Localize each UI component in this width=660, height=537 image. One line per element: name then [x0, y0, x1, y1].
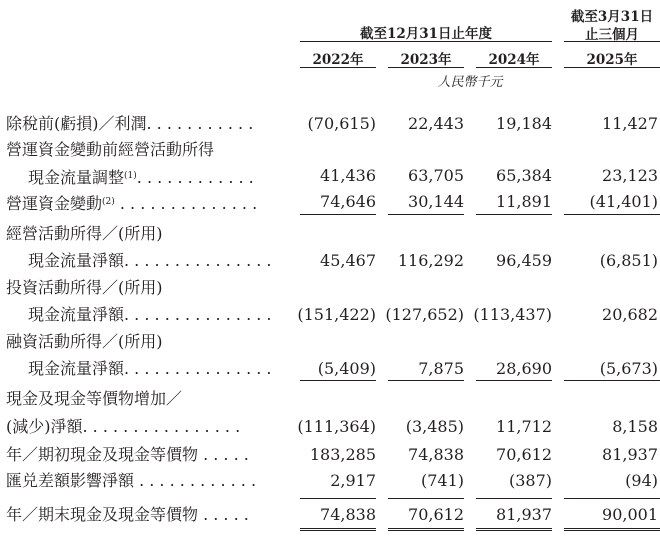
subtotal-rule-2022 [300, 214, 376, 215]
leader-dots: . . . . . . . . . . . . [136, 168, 254, 187]
footnote-marker: (1) [124, 171, 137, 181]
value-cell: 74,838 [408, 445, 464, 464]
group-title-underline [300, 41, 552, 42]
value-cell: 74,646 [320, 192, 376, 211]
row-label: 匯兑差額影響淨額 . . . . . . . . . . . . [6, 471, 257, 490]
row-label: 融資活動所得／(所用) [6, 332, 163, 351]
value-cell: (94) [625, 471, 658, 490]
subtotal-rule-2024 [476, 214, 552, 215]
value-cell: 28,690 [496, 359, 552, 378]
currency-unit: 人民幣千元 [437, 75, 503, 90]
value-cell: 11,712 [496, 417, 552, 436]
pre-total-rule-2022 [300, 498, 376, 499]
value-cell: 65,384 [496, 166, 552, 185]
total-double-rule-2022 [300, 528, 376, 531]
row-label: (減少)淨額. . . . . . . . . . . . . . . . [6, 417, 241, 436]
year-header-2022: 2022年 [312, 52, 364, 68]
pre-total-rule-2025 [564, 498, 660, 499]
financing-rule-2023 [388, 380, 464, 381]
row-label: 年／期末現金及現金等價物 . . . . . [6, 505, 249, 524]
value-cell: (5,409) [317, 359, 376, 378]
value-cell: 70,612 [496, 445, 552, 464]
value-cell: 70,612 [408, 505, 464, 524]
total-double-rule-2025 [564, 528, 660, 531]
row-label [6, 192, 257, 214]
value-cell: 8,158 [612, 417, 658, 436]
value-cell: 22,443 [408, 114, 464, 133]
row-label: 除稅前(虧損)／利潤. . . . . . . . . . . [6, 114, 254, 133]
value-cell: 11,891 [496, 192, 552, 211]
value-cell: 19,184 [496, 114, 552, 133]
value-cell: (70,615) [307, 114, 376, 133]
value-cell: 23,123 [602, 166, 658, 185]
leader-dots: . . . . . . . . . . . . . . [114, 194, 258, 213]
row-label: 現金流量淨額. . . . . . . . . . . . . . . [28, 251, 272, 270]
value-cell: 81,937 [602, 445, 658, 464]
value-cell: 11,427 [602, 114, 658, 133]
value-cell: (111,364) [297, 417, 376, 436]
value-cell: (41,401) [589, 192, 658, 211]
row-label-text: 營運資金變動 [6, 194, 103, 213]
quarter-title-line2: 止三個月 [585, 27, 639, 43]
row-label: 現金及現金等價物增加／ [6, 389, 183, 408]
quarter-title-underline [564, 41, 660, 42]
year-underline-2022 [300, 67, 376, 68]
value-cell: 2,917 [330, 471, 376, 490]
row-label: 投資活動所得／(所用) [6, 278, 163, 297]
financing-rule-2022 [300, 380, 376, 381]
value-cell: 183,285 [309, 445, 376, 464]
row-label [28, 166, 254, 188]
value-cell: 81,937 [496, 505, 552, 524]
value-cell: 7,875 [418, 359, 464, 378]
value-cell: (5,673) [599, 359, 658, 378]
total-double-rule-2024 [476, 528, 552, 531]
quarter-title-line1: 截至3月31日 [570, 9, 654, 25]
subtotal-rule-2023 [388, 214, 464, 215]
value-cell: 30,144 [408, 192, 464, 211]
year-header-2025: 2025年 [586, 52, 638, 68]
row-label: 現金流量淨額. . . . . . . . . . . . . . . [28, 305, 272, 324]
year-header-2024: 2024年 [488, 52, 540, 68]
value-cell: 74,838 [320, 505, 376, 524]
value-cell: (741) [420, 471, 464, 490]
row-label: 年／期初現金及現金等價物 . . . . . [6, 445, 249, 464]
subtotal-rule-2025 [564, 214, 660, 215]
row-label: 經營活動所得／(所用) [6, 224, 163, 243]
value-cell: 90,001 [602, 505, 658, 524]
financing-rule-2024 [476, 380, 552, 381]
year-underline-2025 [564, 67, 660, 68]
value-cell: (387) [508, 471, 552, 490]
fiscal-year-group-title: 截至12月31日止年度 [359, 26, 493, 42]
value-cell: 41,436 [320, 166, 376, 185]
value-cell: (3,485) [405, 417, 464, 436]
value-cell: (6,851) [599, 251, 658, 270]
year-underline-2024 [476, 67, 552, 68]
financing-rule-2025 [564, 380, 660, 381]
value-cell: (151,422) [297, 305, 376, 324]
value-cell: 116,292 [397, 251, 464, 270]
row-label-text: 現金流量調整 [28, 168, 125, 187]
value-cell: (113,437) [473, 305, 552, 324]
footnote-marker: (2) [102, 197, 115, 207]
value-cell: 63,705 [408, 166, 464, 185]
pre-total-rule-2023 [388, 498, 464, 499]
year-underline-2023 [388, 67, 464, 68]
year-header-2023: 2023年 [400, 52, 452, 68]
row-label: 營運資金變動前經營活動所得 [6, 140, 215, 159]
value-cell: (127,652) [385, 305, 464, 324]
row-label: 現金流量淨額. . . . . . . . . . . . . . . [28, 359, 272, 378]
pre-total-rule-2024 [476, 498, 552, 499]
value-cell: 20,682 [602, 305, 658, 324]
total-double-rule-2023 [388, 528, 464, 531]
value-cell: 96,459 [496, 251, 552, 270]
value-cell: 45,467 [320, 251, 376, 270]
